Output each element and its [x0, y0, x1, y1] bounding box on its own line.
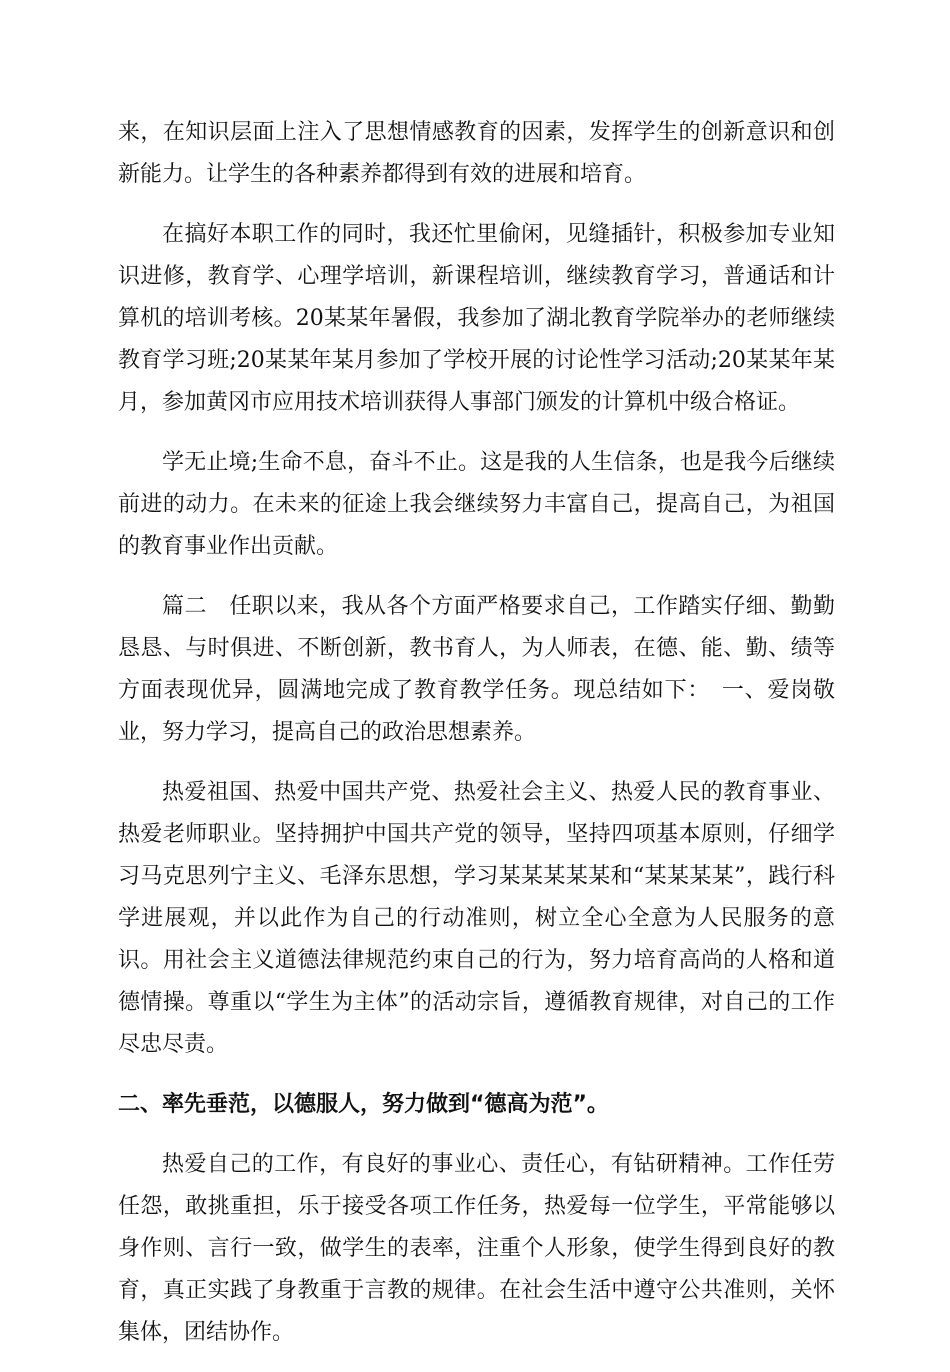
paragraph-work-ethic: 热爱自己的工作，有良好的事业心、责任心，有钻研精神。工作任劳任怨，敢挑重担，乐于接受各项工作任务，热爱每一位学生，平常能够以身作则、言行一致，做学生的表率，注重个人形象，使学生得到良好的教育，真正实践了身教重于言教的规律。在社会生活中遵守公共准则，关怀集体，团结协作。	[118, 1152, 835, 1345]
paragraph-part-two-intro: 篇二 任职以来，我从各个方面严格要求自己，工作踏实仔细、勤勤恳恳、与时俱进、不断创新，教书育人，为人师表，在德、能、勤、绩等方面表现优异，圆满地完成了教育教学任务。现总结如下： 一、爱岗敬业，努力学习，提高自己的政治思想素养。	[118, 594, 835, 745]
paragraph-training: 在搞好本职工作的同时，我还忙里偷闲，见缝插针，积极参加专业知识进修，教育学、心理学培训，新课程培训，继续教育学习，普通话和计算机的培训考核。20某某年暑假，我参加了湖北教育学院举办的老师继续教育学习班;20某某年某月参加了学校开展的讨论性学习活动;20某某年某月，参加黄冈市应用技术培训获得人事部门颁发的计算机中级合格证。	[118, 222, 835, 415]
section-heading-two: 二、率先垂范，以德服人，努力做到“德高为范”。	[118, 1092, 609, 1117]
paragraph-continuation: 来，在知识层面上注入了思想情感教育的因素，发挥学生的创新意识和创新能力。让学生的各种素养都得到有效的进展和培育。	[118, 120, 835, 187]
paragraph-motto: 学无止境;生命不息，奋斗不止。这是我的人生信条，也是我今后继续前进的动力。在未来的征途上我会继续努力丰富自己，提高自己，为祖国的教育事业作出贡献。	[118, 450, 835, 559]
document-body	[118, 112, 835, 1372]
paragraph-political-values: 热爱祖国、热爱中国共产党、热爱社会主义、热爱人民的教育事业、热爱老师职业。坚持拥护中国共产党的领导，坚持四项基本原则，仔细学习马克思列宁主义、毛泽东思想，学习某某某某某和“某某某某”，践行科学进展观，并以此作为自己的行动准则，树立全心全意为人民服务的意识。用社会主义道德法律规范约束自己的行为，努力培育高尚的人格和道德情操。尊重以“学生为主体”的活动宗旨，遵循教育规律，对自己的工作尽忠尽责。	[118, 780, 835, 1057]
